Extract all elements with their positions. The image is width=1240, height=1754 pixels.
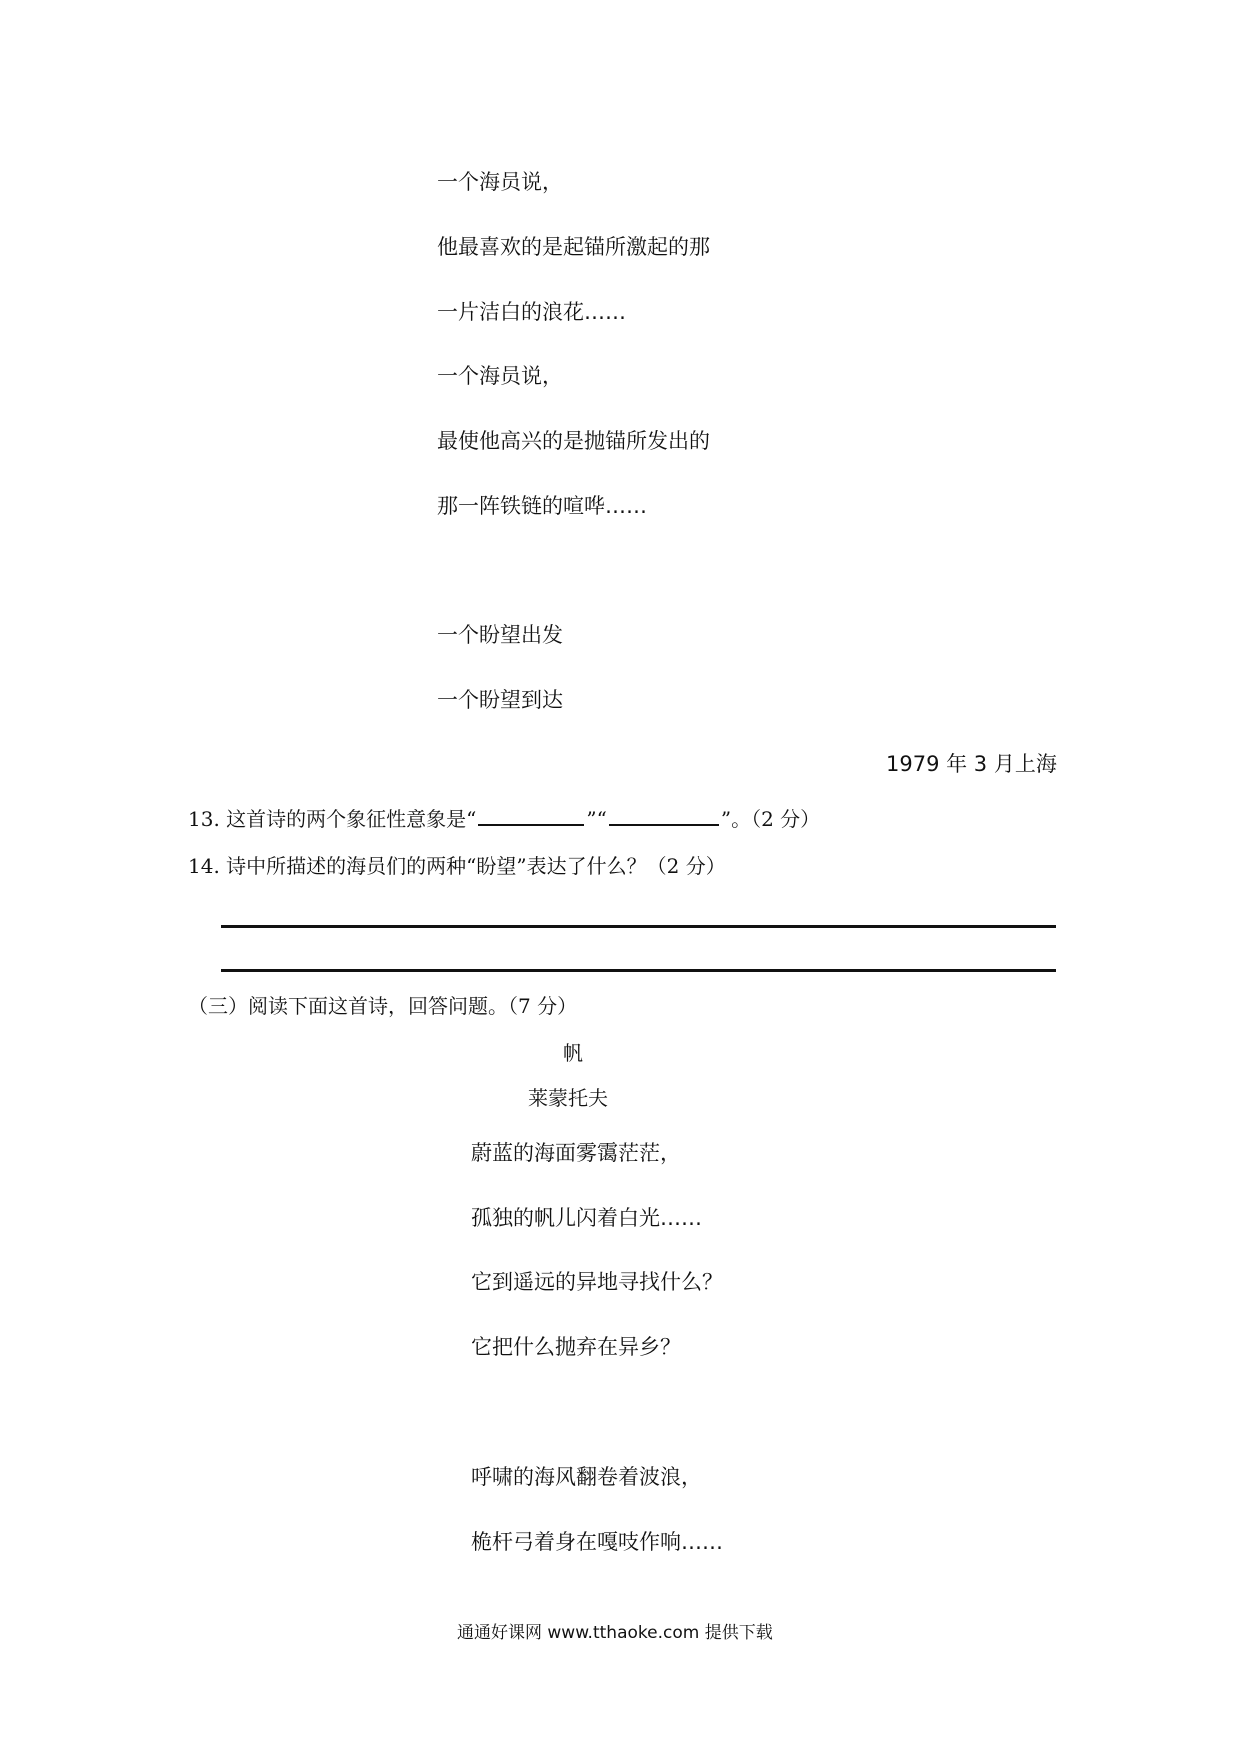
question-13-middle: ”“	[586, 807, 607, 831]
poem1-line-5: 最使他高兴的是抛锚所发出的	[437, 429, 710, 453]
poem2-author: 莱蒙托夫	[528, 1086, 608, 1110]
answer-line-1[interactable]	[221, 925, 1056, 928]
poem1-line-8: 一个盼望到达	[437, 688, 563, 712]
poem1-date-place: 1979 年 3 月上海	[886, 752, 1057, 776]
question-13	[188, 805, 820, 833]
question-13-suffix: ”。（2 分）	[720, 807, 821, 831]
poem2-line-3: 它到遥远的异地寻找什么？	[471, 1270, 723, 1294]
poem1-line-2: 他最喜欢的是起锚所激起的那	[437, 235, 710, 259]
poem2-line-6: 桅杆弓着身在嘎吱作响……	[471, 1530, 723, 1554]
question-13-prefix: 13. 这首诗的两个象征性意象是“	[188, 807, 477, 831]
poem1-line-3: 一片洁白的浪花……	[437, 300, 626, 324]
answer-blank-1[interactable]	[478, 806, 584, 826]
poem2-line-2: 孤独的帆儿闪着白光……	[471, 1206, 702, 1230]
poem1-line-1: 一个海员说，	[437, 170, 563, 194]
poem2-line-1: 蔚蓝的海面雾霭茫茫，	[471, 1141, 681, 1165]
poem2-line-5: 呼啸的海风翻卷着波浪，	[471, 1465, 702, 1489]
answer-blank-2[interactable]	[609, 806, 719, 826]
poem2-line-4: 它把什么抛弃在异乡？	[471, 1335, 681, 1359]
poem2-title: 帆	[563, 1041, 583, 1065]
section-3-heading: （三）阅读下面这首诗，回答问题。（7 分）	[188, 994, 578, 1018]
poem1-line-7: 一个盼望出发	[437, 623, 563, 647]
poem1-line-6: 那一阵铁链的喧哗……	[437, 494, 647, 518]
footer-text: 通通好课网 www.tthaoke.com 提供下载	[457, 1623, 773, 1643]
question-14: 14. 诗中所描述的海员们的两种“盼望”表达了什么？（2 分）	[188, 854, 726, 878]
answer-line-2[interactable]	[221, 969, 1056, 972]
poem1-line-4: 一个海员说，	[437, 364, 563, 388]
